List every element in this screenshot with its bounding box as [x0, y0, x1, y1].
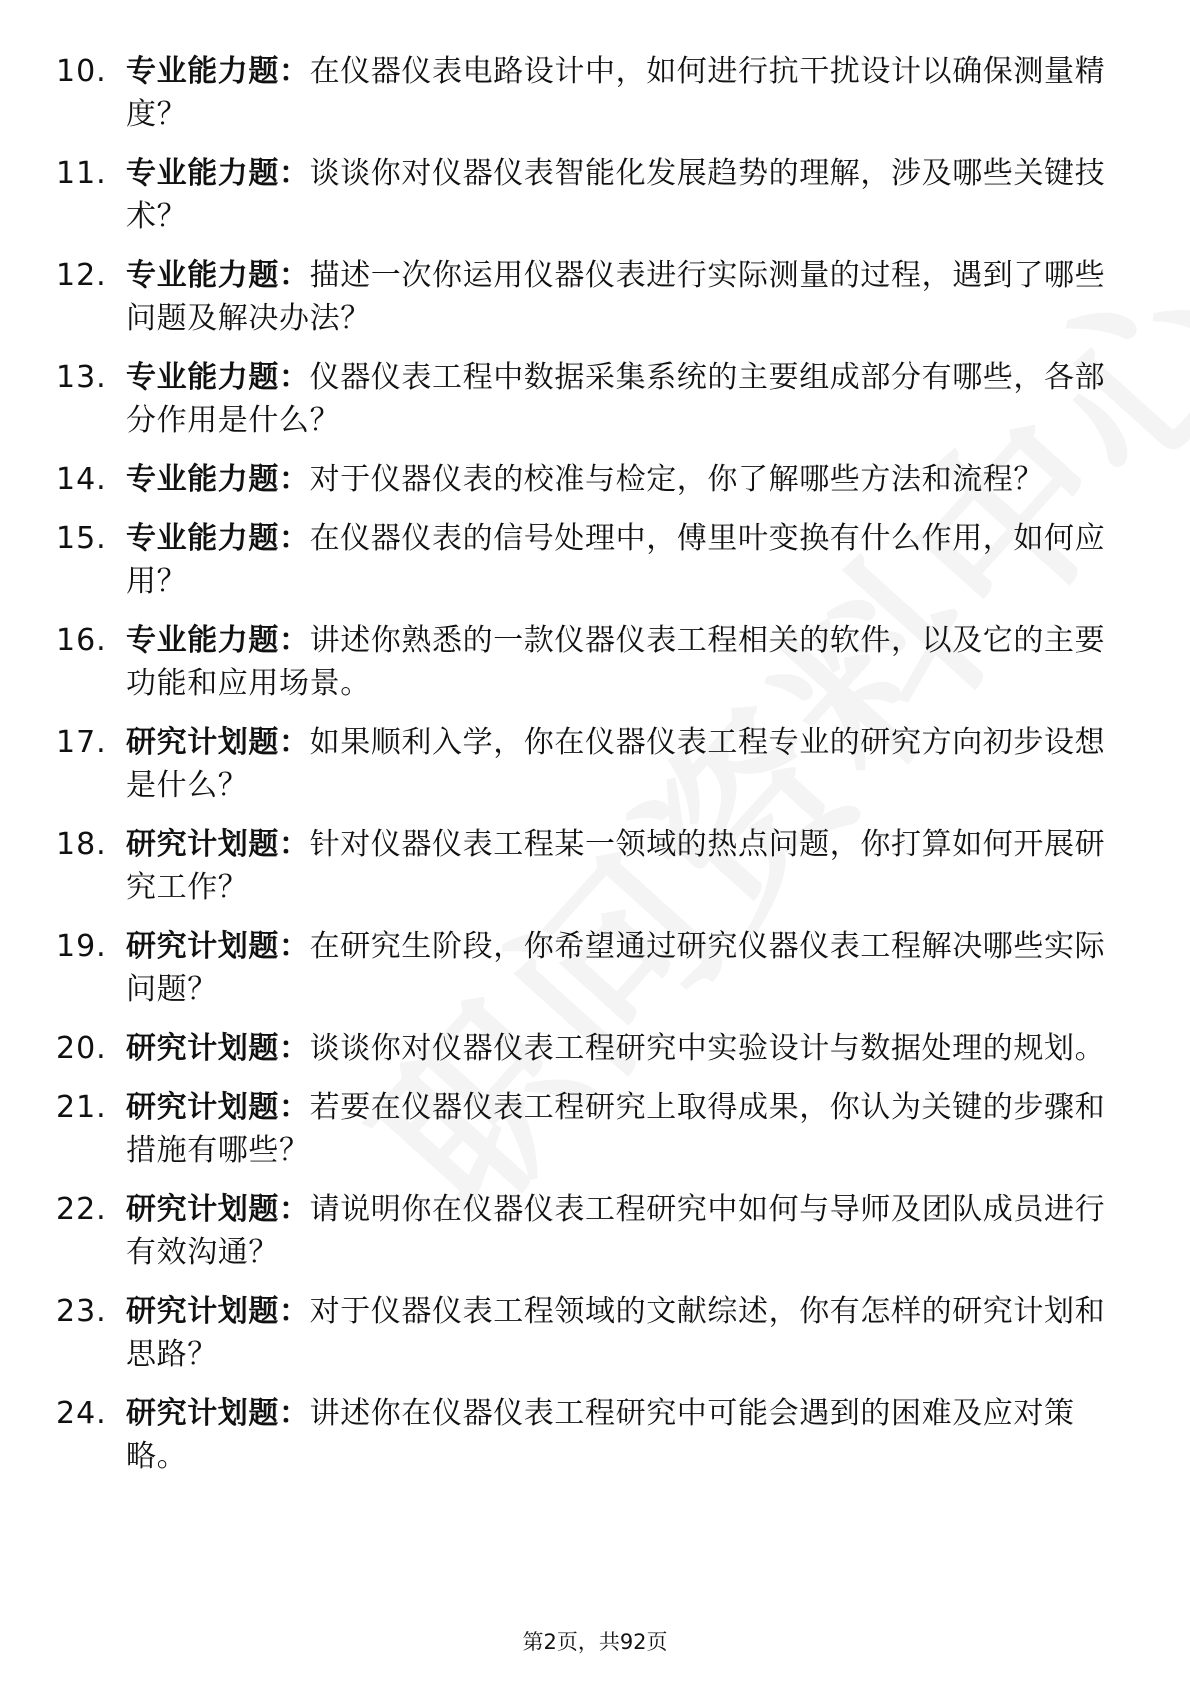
question-category: 专业能力题： — [126, 623, 310, 658]
question-category: 研究计划题： — [126, 725, 310, 760]
question-body: 如果顺利入学，你在仪器仪表工程专业的研究方向初步设想是什么？ — [126, 725, 1106, 803]
question-text — [126, 1086, 1116, 1172]
question-number: 10. — [56, 54, 107, 89]
list-item — [56, 458, 1116, 501]
question-number: 17. — [56, 725, 107, 760]
question-text — [126, 1188, 1116, 1274]
question-category: 研究计划题： — [126, 1294, 310, 1329]
question-text — [126, 152, 1116, 238]
question-body: 若要在仪器仪表工程研究上取得成果，你认为关键的步骤和措施有哪些？ — [126, 1090, 1106, 1168]
list-item — [56, 517, 1116, 603]
question-list — [56, 50, 1116, 1494]
question-category: 专业能力题： — [126, 54, 310, 89]
question-category: 专业能力题： — [126, 521, 310, 556]
question-category: 研究计划题： — [126, 1192, 310, 1227]
question-text — [126, 721, 1116, 807]
question-text — [126, 254, 1116, 340]
list-item — [56, 619, 1116, 705]
list-item — [56, 152, 1116, 238]
question-body: 仪器仪表工程中数据采集系统的主要组成部分有哪些，各部分作用是什么？ — [126, 360, 1106, 438]
question-number: 12. — [56, 258, 107, 293]
question-category: 专业能力题： — [126, 258, 310, 293]
question-number: 24. — [56, 1396, 107, 1431]
question-body: 对于仪器仪表的校准与检定，你了解哪些方法和流程？ — [309, 462, 1045, 497]
question-body: 讲述你熟悉的一款仪器仪表工程相关的软件，以及它的主要功能和应用场景。 — [126, 623, 1106, 701]
question-category: 专业能力题： — [126, 360, 310, 395]
list-item — [56, 1086, 1116, 1172]
list-item — [56, 1027, 1116, 1070]
question-body: 谈谈你对仪器仪表智能化发展趋势的理解，涉及哪些关键技术？ — [126, 156, 1106, 234]
list-item — [56, 721, 1116, 807]
question-number: 22. — [56, 1192, 107, 1227]
list-item — [56, 50, 1116, 136]
question-number: 13. — [56, 360, 107, 395]
page-footer: 第2页，共92页 — [522, 1630, 668, 1654]
question-text — [126, 50, 1116, 136]
question-text — [126, 1027, 1116, 1070]
question-category: 研究计划题： — [126, 929, 310, 964]
question-text — [126, 356, 1116, 442]
list-item — [56, 1188, 1116, 1274]
question-body: 讲述你在仪器仪表工程研究中可能会遇到的困难及应对策略。 — [126, 1396, 1075, 1474]
list-item — [56, 1290, 1116, 1376]
question-category: 专业能力题： — [126, 156, 310, 191]
question-number: 19. — [56, 929, 107, 964]
question-text — [126, 925, 1116, 1011]
question-category: 研究计划题： — [126, 1031, 310, 1066]
question-number: 11. — [56, 156, 107, 191]
question-text — [126, 1392, 1116, 1478]
question-text — [126, 517, 1116, 603]
question-category: 研究计划题： — [126, 1090, 310, 1125]
list-item — [56, 823, 1116, 909]
question-number: 21. — [56, 1090, 107, 1125]
question-body: 在仪器仪表电路设计中，如何进行抗干扰设计以确保测量精度？ — [126, 54, 1106, 132]
question-text — [126, 619, 1116, 705]
question-body: 对于仪器仪表工程领域的文献综述，你有怎样的研究计划和思路？ — [126, 1294, 1106, 1372]
question-body: 在仪器仪表的信号处理中，傅里叶变换有什么作用，如何应用？ — [126, 521, 1106, 599]
question-number: 15. — [56, 521, 107, 556]
question-body: 谈谈你对仪器仪表工程研究中实验设计与数据处理的规划。 — [309, 1031, 1106, 1066]
question-body: 针对仪器仪表工程某一领域的热点问题，你打算如何开展研究工作？ — [126, 827, 1106, 905]
question-category: 研究计划题： — [126, 827, 310, 862]
question-number: 16. — [56, 623, 107, 658]
question-number: 14. — [56, 462, 107, 497]
question-text — [126, 1290, 1116, 1376]
list-item — [56, 1392, 1116, 1478]
question-body: 在研究生阶段，你希望通过研究仪器仪表工程解决哪些实际问题？ — [126, 929, 1106, 1007]
question-number: 23. — [56, 1294, 107, 1329]
list-item — [56, 254, 1116, 340]
question-category: 专业能力题： — [126, 462, 310, 497]
question-category: 研究计划题： — [126, 1396, 310, 1431]
question-text — [126, 458, 1116, 501]
list-item — [56, 356, 1116, 442]
question-body: 描述一次你运用仪器仪表进行实际测量的过程，遇到了哪些问题及解决办法？ — [126, 258, 1106, 336]
question-number: 18. — [56, 827, 107, 862]
question-text — [126, 823, 1116, 909]
question-number: 20. — [56, 1031, 107, 1066]
question-body: 请说明你在仪器仪表工程研究中如何与导师及团队成员进行有效沟通？ — [126, 1192, 1106, 1270]
list-item — [56, 925, 1116, 1011]
